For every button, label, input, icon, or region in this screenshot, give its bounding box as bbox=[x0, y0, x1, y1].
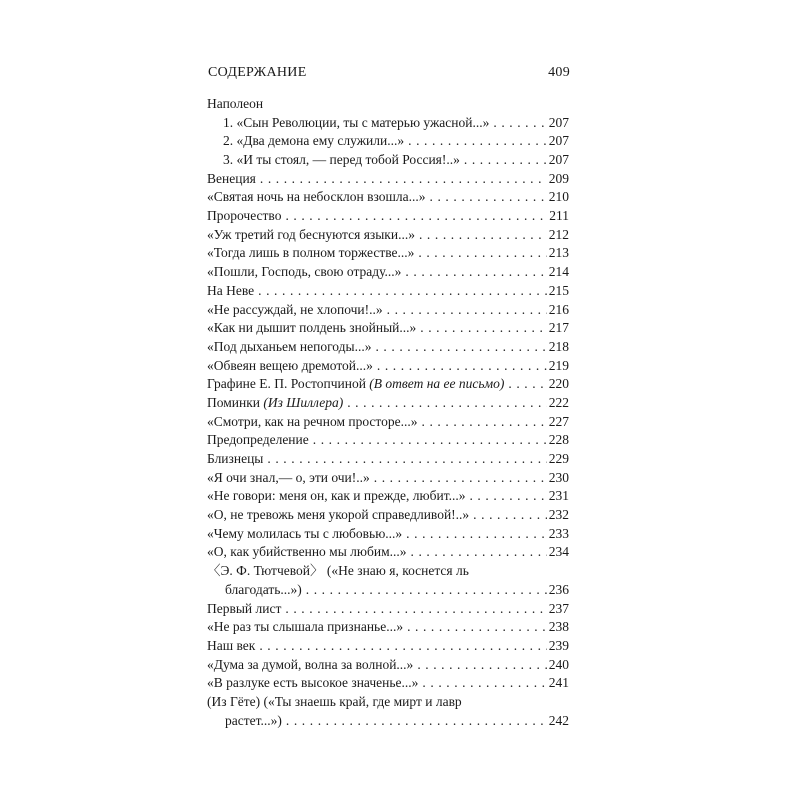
dot-leader bbox=[302, 581, 547, 600]
toc-entry-title: «Пошли, Господь, свою отраду...» bbox=[207, 264, 402, 280]
toc-entry bbox=[207, 282, 569, 301]
toc-entry bbox=[207, 674, 569, 693]
dot-leader bbox=[256, 170, 547, 189]
toc-entry bbox=[207, 394, 569, 413]
toc-entry bbox=[207, 525, 569, 544]
toc-entry-title: «Смотри, как на речном просторе...» bbox=[207, 413, 418, 429]
toc-entry-title: Предопределение bbox=[207, 432, 309, 448]
toc-entry-title-line1: (Из Гёте) («Ты знаешь край, где мирт и лавр bbox=[207, 694, 462, 709]
toc-entry-title-main: Поминки bbox=[207, 394, 261, 410]
page-number: 409 bbox=[548, 65, 570, 80]
dot-leader bbox=[383, 301, 547, 320]
toc-entry-page: 218 bbox=[548, 338, 569, 354]
toc-entry-title: «Не говори: меня он, как и прежде, любит...» bbox=[207, 488, 466, 504]
toc-entry bbox=[207, 506, 569, 525]
dot-leader bbox=[460, 151, 547, 170]
dot-leader bbox=[418, 413, 547, 432]
toc-entry-page: 230 bbox=[548, 469, 569, 485]
toc-entry-page: 241 bbox=[548, 675, 569, 691]
dot-leader bbox=[373, 357, 547, 376]
table-of-contents bbox=[207, 95, 569, 730]
toc-entry-page: 212 bbox=[548, 226, 569, 242]
toc-entry-title bbox=[207, 394, 343, 413]
dot-leader bbox=[263, 450, 546, 469]
toc-entry-title: Первый лист bbox=[207, 600, 282, 616]
toc-entry bbox=[207, 263, 569, 282]
dot-leader bbox=[281, 207, 547, 226]
dot-leader bbox=[281, 600, 546, 619]
toc-entry bbox=[207, 207, 569, 226]
toc-entry-page: 216 bbox=[548, 301, 569, 317]
toc-entry-page: 227 bbox=[548, 413, 569, 429]
toc-entry-title: «Не раз ты слышала признанье...» bbox=[207, 619, 404, 635]
toc-entry-page: 237 bbox=[548, 600, 569, 616]
toc-entry-title-line2: растет...») bbox=[225, 712, 282, 728]
toc-entry bbox=[207, 375, 569, 394]
toc-entry-title: «О, не тревожь меня укорой справедливой!..» bbox=[207, 507, 470, 523]
dot-leader bbox=[401, 263, 546, 282]
dot-leader bbox=[415, 226, 547, 245]
toc-entry-title: «Не рассуждай, не хлопочи!..» bbox=[207, 301, 383, 317]
toc-entry-page: 233 bbox=[548, 525, 569, 541]
toc-entry-title-note: (В ответ на ее письмо) bbox=[369, 376, 505, 392]
toc-entry-title: Пророчество bbox=[207, 208, 282, 224]
toc-entry-page: 240 bbox=[548, 656, 569, 672]
toc-entry-title: 2. «Два демона ему служили...» bbox=[223, 133, 405, 149]
section-title: СОДЕРЖАНИЕ bbox=[208, 65, 307, 80]
dot-leader bbox=[254, 282, 547, 301]
toc-entry-page: 234 bbox=[548, 544, 569, 560]
toc-entry bbox=[207, 132, 569, 151]
toc-entry bbox=[207, 712, 569, 731]
toc-entry-title: «Святая ночь на небосклон взошла...» bbox=[207, 189, 426, 205]
dot-leader bbox=[413, 656, 546, 675]
toc-entry-page: 210 bbox=[548, 189, 569, 205]
toc-entry-title bbox=[207, 375, 504, 394]
dot-leader bbox=[404, 132, 547, 151]
toc-entry bbox=[207, 245, 569, 264]
toc-entry bbox=[207, 581, 569, 600]
toc-entry-page: 239 bbox=[548, 637, 569, 653]
toc-entry-page: 211 bbox=[549, 208, 569, 224]
toc-entry-page: 213 bbox=[548, 245, 569, 261]
running-head bbox=[208, 64, 570, 82]
toc-entry-page: 207 bbox=[548, 133, 569, 149]
toc-entry-title: «Я очи знал,— о, эти очи!..» bbox=[207, 469, 370, 485]
dot-leader bbox=[469, 506, 547, 525]
toc-entry-title: Венеция bbox=[207, 170, 256, 186]
dot-leader bbox=[309, 431, 547, 450]
toc-entry-page: 232 bbox=[548, 507, 569, 523]
toc-entry bbox=[207, 338, 569, 357]
dot-leader bbox=[426, 188, 547, 207]
toc-entry-page: 229 bbox=[548, 451, 569, 467]
dot-leader bbox=[282, 712, 547, 731]
toc-entry-title: 1. «Сын Революции, ты с матерью ужасной...» bbox=[223, 114, 490, 130]
toc-entry bbox=[207, 413, 569, 432]
toc-entry-title: 3. «И ты стоял, — перед тобой Россия!..» bbox=[223, 152, 460, 168]
toc-entry-title-main: Графине Е. П. Ростопчиной bbox=[207, 376, 366, 392]
toc-entry bbox=[207, 600, 569, 619]
toc-entry-title: «О, как убийственно мы любим...» bbox=[207, 544, 407, 560]
toc-entry-page: 242 bbox=[548, 712, 569, 728]
toc-entry-title: «Как ни дышит полдень знойный...» bbox=[207, 320, 417, 336]
dot-leader bbox=[403, 618, 547, 637]
toc-entry bbox=[207, 226, 569, 245]
toc-entry bbox=[207, 469, 569, 488]
dot-leader bbox=[414, 245, 546, 264]
toc-entry-title-line2: благодать...») bbox=[225, 581, 302, 597]
toc-entry-page: 209 bbox=[548, 170, 569, 186]
toc-entry-page: 219 bbox=[548, 357, 569, 373]
toc-entry-page: 207 bbox=[548, 152, 569, 168]
toc-entry-page: 222 bbox=[548, 394, 569, 410]
toc-entry-page: 214 bbox=[548, 264, 569, 280]
toc-entry-page: 215 bbox=[548, 282, 569, 298]
toc-entry bbox=[207, 431, 569, 450]
dot-leader bbox=[489, 114, 546, 133]
toc-entry bbox=[207, 656, 569, 675]
dot-leader bbox=[504, 375, 546, 394]
dot-leader bbox=[402, 525, 547, 544]
toc-entry bbox=[207, 357, 569, 376]
dot-leader bbox=[255, 637, 546, 656]
toc-entry-page: 217 bbox=[548, 320, 569, 336]
toc-entry-title: На Неве bbox=[207, 282, 255, 298]
toc-entry-title: «Чему молилась ты с любовью...» bbox=[207, 525, 403, 541]
toc-entry bbox=[207, 544, 569, 563]
dot-leader bbox=[371, 338, 546, 357]
toc-entry bbox=[207, 151, 569, 170]
toc-entry bbox=[207, 188, 569, 207]
toc-entry bbox=[207, 301, 569, 320]
toc-entry bbox=[207, 114, 569, 133]
toc-entry bbox=[207, 450, 569, 469]
toc-entry bbox=[207, 319, 569, 338]
dot-leader bbox=[370, 469, 547, 488]
dot-leader bbox=[407, 544, 547, 563]
toc-entry-title-note: (Из Шиллера) bbox=[263, 394, 344, 410]
toc-entry bbox=[207, 487, 569, 506]
toc-entry bbox=[207, 170, 569, 189]
toc-entry-title: «Уж третий год беснуются языки...» bbox=[207, 226, 415, 242]
toc-entry-title-line1: 〈Э. Ф. Тютчевой〉 («Не знаю я, коснется ль bbox=[207, 563, 469, 579]
toc-entry-title: «Тогда лишь в полном торжестве...» bbox=[207, 245, 415, 261]
toc-entry bbox=[207, 637, 569, 656]
toc-entry bbox=[207, 618, 569, 637]
dot-leader bbox=[416, 319, 547, 338]
toc-entry-title: «В разлуке есть высокое значенье...» bbox=[207, 675, 419, 691]
toc-entry-title: Близнецы bbox=[207, 451, 264, 467]
toc-group-heading: Наполеон bbox=[207, 96, 264, 111]
toc-entry-page: 236 bbox=[548, 581, 569, 597]
toc-entry-page: 231 bbox=[548, 488, 569, 504]
toc-entry-page: 207 bbox=[548, 114, 569, 130]
toc-entry-title: «Обвеян вещею дремотой...» bbox=[207, 357, 373, 373]
toc-entry-title: «Под дыханьем непогоды...» bbox=[207, 338, 372, 354]
toc-entry-title: Наш век bbox=[207, 637, 256, 653]
toc-entry-title: «Дума за думой, волна за волной...» bbox=[207, 656, 414, 672]
dot-leader bbox=[418, 674, 546, 693]
toc-entry-page: 220 bbox=[548, 376, 569, 392]
dot-leader bbox=[343, 394, 547, 413]
dot-leader bbox=[465, 487, 546, 506]
toc-entry-page: 238 bbox=[548, 619, 569, 635]
toc-entry-page: 228 bbox=[548, 432, 569, 448]
